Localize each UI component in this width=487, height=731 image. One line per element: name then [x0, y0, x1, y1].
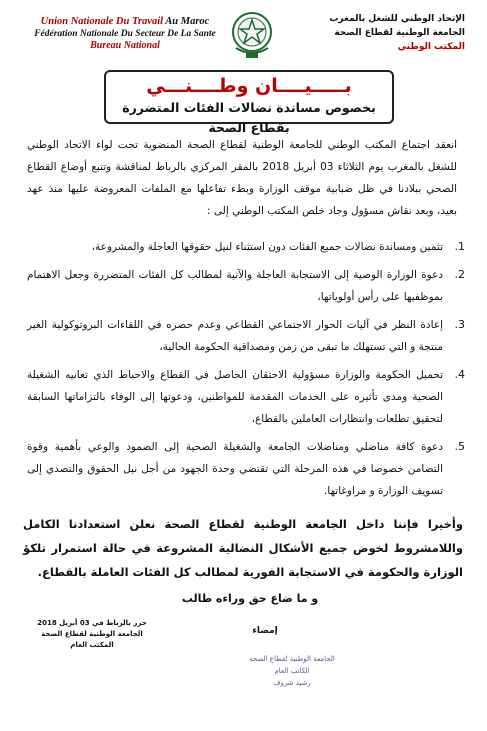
item-text: دعوة كافة مناضلي ومناضلات الجامعة والشغيلة الصحية إلى الصمود والوعي بأهمية وقوة التضامن خصوصا في هذه المرحلة التي تقتضي وحدة الجهود من أجل نيل الحقوق والتصدي إلى تسويف الوزارة و مراوغاتها. — [27, 441, 443, 497]
official-stamp — [232, 650, 352, 690]
stamp-line1: الجامعة الوطنية لقطاع الصحة — [249, 655, 335, 663]
stamp-line3: رشيد شروف — [273, 679, 311, 687]
document-title: بـــــيــــان وطــــنـــي — [146, 75, 352, 97]
title-box — [104, 70, 394, 135]
signoff-date: حرر بالرباط في 03 أبريل 2018 — [37, 619, 147, 627]
list-item — [27, 264, 465, 308]
header-arabic — [305, 12, 465, 54]
header-french-line1 — [30, 16, 220, 28]
header-french-line2: Fédération Nationale Du Secteur De La Sante — [34, 29, 216, 39]
header-french-line1-a: Union Nationale Du Travail — [40, 16, 166, 27]
header-arabic-line3: المكتب الوطني — [397, 42, 465, 52]
item-text: تثمين ومساندة نضالات جميع الفئات دون استثناء لنيل حقوقها العاجلة والمشروعة، — [91, 241, 443, 253]
signature-label: إمضاء — [252, 626, 278, 636]
item-number: 5. — [454, 440, 465, 453]
stamp-line2: الكاتب العام — [274, 667, 310, 675]
signoff-block — [22, 618, 162, 651]
list-item — [27, 436, 465, 502]
item-text: دعوة الوزارة الوصية إلى الاستجابة العاجلة والآنية لمطالب كل الفئات المتضررة وجعل الاهتمام بموظفيها على رأس أولوياتها، — [27, 269, 443, 303]
list-item — [27, 314, 465, 358]
document-subtitle: بخصوص مساندة نضالات الفئات المتضررة بقطاع الصحة — [122, 100, 376, 135]
closing-paragraph: وأخيرا فإننا داخل الجامعة الوطنية لقطاع الصحة نعلن استعدادنا الكامل واللامشروط لخوض جميع الأشكال النضالية المشروعة في حالة استمرار تلكؤ الوزارة والحكومة في الاستجابة الفورية لمطالب كل الفئات العاملة بالقطاع. — [23, 517, 463, 579]
item-number: 1. — [454, 240, 465, 253]
item-number: 4. — [454, 368, 465, 381]
list-item — [27, 364, 465, 430]
header-french-line3: Bureau National — [90, 40, 160, 51]
header-arabic-line1: الإتحاد الوطني للشغل بالمغرب — [329, 14, 465, 24]
signoff-org: الجامعة الوطنية لقطاع الصحة — [41, 630, 143, 638]
item-text: تحميل الحكومة والوزارة مسؤولية الاحتقان الحاصل في القطاع والاحباط الذي تعانيه الشغيلة الصحية ومدى تأثيره على الخدمات المقدمة للمواطنين، ودعوتها إلى الوفاء بالتزاماتها السابقة لتحقيق تطلعات وانتظارات العاملين بالقطاع، — [27, 369, 443, 425]
list-item — [27, 236, 465, 258]
signoff-role: المكتب العام — [70, 641, 114, 649]
item-text: إعادة النظر في آليات الحوار الاجتماعي القطاعي وعدم حصره في اللقاءات البروتوكولية الغير منتجة و التي تستهلك ما تبقى من زمن ومصداقية الحكومة الحالية، — [27, 319, 443, 353]
header-french-line1-b: Au Maroc — [165, 16, 210, 27]
item-number: 3. — [454, 318, 465, 331]
motto: و ما ضاع حق وراءه طالب — [181, 592, 319, 605]
item-number: 2. — [454, 268, 465, 281]
intro-paragraph: انعقد اجتماع المكتب الوطني للجامعة الوطنية لقطاع الصحة المنضوية تحت لواء الاتحاد الوطني للشغل بالمغرب يوم الثلاثاء 03 أبريل 2018 بالمقر المركزي بالرباط لمناقشة وتتبع أوضاع القطاع الصحي ببلادنا في ظل ضبابية موقف الوزارة وبطء تفاعلها مع الملفات المعروضة عليها منذ عهد بعيد، وبعد نقاش مسؤول وجاد خلص المكتب الوطني إلى : — [27, 139, 457, 217]
header-arabic-line2: الجامعة الوطنية لقطاع الصحة — [334, 28, 465, 38]
header-french — [30, 16, 220, 52]
resolutions-list — [27, 236, 465, 508]
union-emblem-icon — [230, 8, 274, 62]
